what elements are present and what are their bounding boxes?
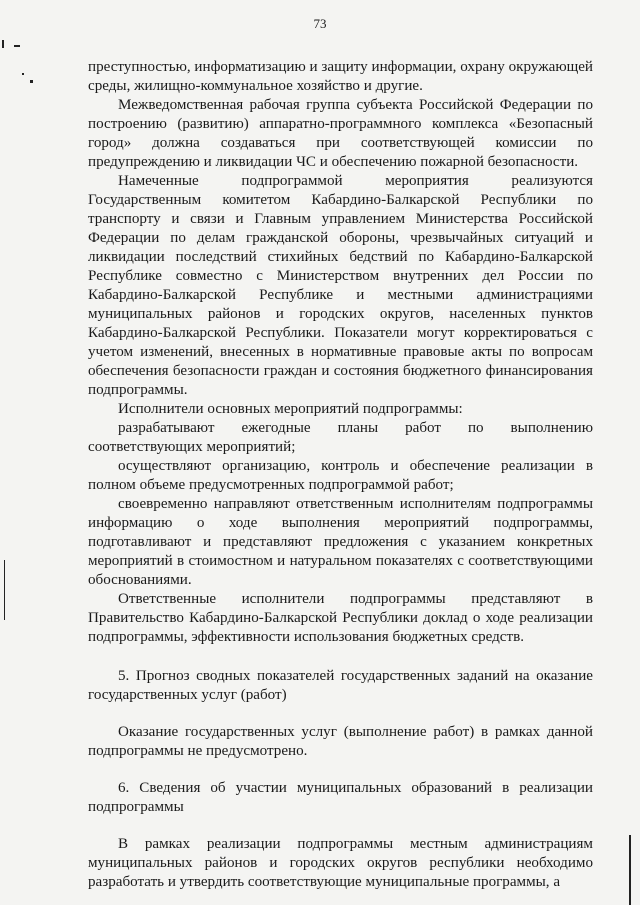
spacer: [88, 817, 593, 835]
spacer: [88, 761, 593, 779]
scan-mark: [14, 45, 20, 47]
spacer: [88, 647, 593, 667]
paragraph: Межведомственная рабочая группа субъекта Российской Федерации по построению (развитию) аппаратно-программного комплекса «Безопасный город» должна создаваться при соответствующей комиссии по предупреждению и ликвидации ЧС и обеспечению пожарной безопасности.: [88, 97, 593, 170]
body-text: [88, 58, 593, 892]
paragraph: Исполнители основных мероприятий подпрограммы:: [118, 401, 463, 417]
paragraph: В рамках реализации подпрограммы местным администрациям муниципальных районов и городских округов республики необходимо разработать и утвердить соответствующие муниципальные программы, а: [88, 836, 593, 890]
section-heading-6: 6. Сведения об участии муниципальных образований в реализации подпрограммы: [88, 780, 593, 815]
page-number: 73: [313, 16, 327, 31]
scan-mark: [2, 40, 4, 48]
paragraph: разрабатывают ежегодные планы работ по выполнению соответствующих мероприятий;: [88, 420, 593, 455]
section-heading-5: 5. Прогноз сводных показателей государственных заданий на оказание государственных услуг (работ): [88, 668, 593, 703]
paragraph: Ответственные исполнители подпрограммы представляют в Правительство Кабардино-Балкарской Республики доклад о ходе реализации подпрограммы, эффективности использования бюджетных средств.: [88, 591, 593, 645]
paragraph: Намеченные подпрограммой мероприятия реализуются Государственным комитетом Кабардино-Балкарской Республики по транспорту и связи и Главным управлением Министерства Российской Федерации по делам гражданской обороны, чрезвычайных ситуаций и ликвидации последствий стихийных бедствий по Кабардино-Балкарской Республике совместно с Министерством внутренних дел России по Кабардино-Балкарской Республике и местными администрациями муниципальных районов и городских округов, населенных пунктов Кабардино-Балкарской Республики. Показатели могут корректироваться с учетом изменений, внесенных в нормативные правовые акты по вопросам обеспечения безопасности граждан и состояния бюджетного финансирования подпрограммы.: [88, 173, 593, 398]
paragraph: Оказание государственных услуг (выполнение работ) в рамках данной подпрограммы не предусмотрено.: [88, 724, 593, 759]
spacer: [88, 705, 593, 723]
paragraph: осуществляют организацию, контроль и обеспечение реализации в полном объеме предусмотренных подпрограммой работ;: [88, 458, 593, 493]
scan-mark: [22, 73, 24, 75]
paragraph: преступностью, информатизацию и защиту информации, охрану окружающей среды, жилищно-коммунальное хозяйство и другие.: [88, 59, 593, 94]
paragraph: своевременно направляют ответственным исполнителям подпрограммы информацию о ходе выполнения мероприятий подпрограммы, подготавливают и представляют предложения с указанием конкретных мероприятий в стоимостном и натуральном показателях с соответствующими обоснованиями.: [88, 496, 593, 588]
scan-mark: [30, 80, 33, 83]
scan-edge-line: [4, 560, 5, 620]
scan-edge-line: [629, 835, 631, 905]
